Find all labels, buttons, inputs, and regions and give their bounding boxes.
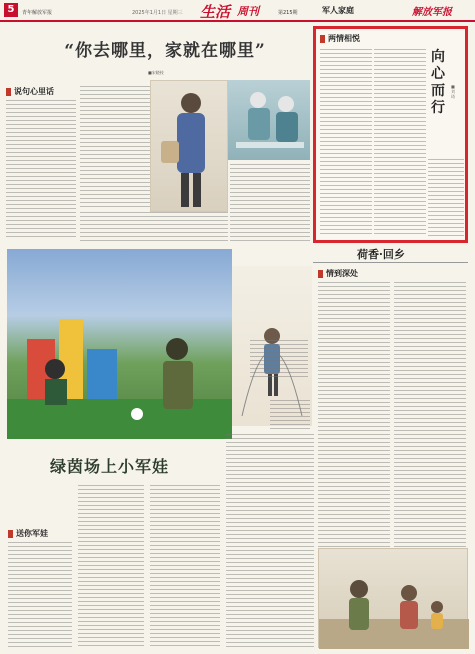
section-title: 生活	[200, 3, 231, 21]
body-text-block	[80, 212, 228, 242]
right-box-title: 向心而行	[431, 49, 445, 116]
memoir-section-tag	[318, 268, 358, 279]
right-box-author: ■刘琦	[451, 84, 455, 99]
body-text-block	[320, 49, 372, 237]
masthead-meta: 2025年1月1日 星期三	[132, 10, 183, 16]
body-text-block	[394, 282, 466, 582]
body-text-block	[428, 159, 464, 237]
section-mark	[318, 270, 323, 278]
photo-title: 绿茵场上小军娃	[50, 457, 170, 476]
body-text-block	[8, 542, 72, 648]
lower-section-tag	[8, 528, 48, 539]
section-tag-1	[6, 86, 54, 97]
top-byline: ■宋晓枝	[148, 70, 164, 75]
top-headline: “你去哪里，家就在哪里”	[64, 41, 266, 61]
body-text-block	[230, 164, 310, 242]
issue-info: 第215期	[278, 10, 298, 16]
surgery-svg	[228, 80, 310, 160]
paper-name: 青年解放军报	[22, 10, 53, 16]
poem-rule	[313, 262, 468, 263]
masthead	[0, 0, 475, 22]
body-text-block	[374, 49, 426, 237]
family-caption	[250, 340, 308, 380]
poem-title: 荷香·回乡	[357, 248, 405, 261]
brand-logo: 解放军报	[412, 7, 452, 18]
right-box-tag	[320, 33, 360, 44]
top-illustration	[150, 80, 228, 212]
photo-caption-text	[270, 400, 310, 430]
page-number: 5	[4, 3, 18, 17]
bottom-illustration	[318, 548, 468, 648]
section-mark	[6, 88, 11, 96]
bottom-svg	[319, 549, 469, 649]
body-text-block	[318, 282, 390, 582]
right-box-tag-label: 两情相悦	[328, 33, 360, 43]
body-text-block	[6, 100, 76, 240]
body-text-block	[78, 485, 144, 648]
section-mark	[8, 530, 13, 538]
section-mark	[320, 35, 325, 43]
body-text-block	[150, 485, 220, 648]
column-label: 军人家庭	[322, 6, 354, 15]
lower-section-label: 送你军娃	[16, 528, 48, 538]
memoir-label: 情到深处	[326, 268, 358, 278]
main-photo	[7, 249, 232, 439]
section-subtitle: 周刊	[237, 5, 259, 18]
body-text-block	[226, 434, 314, 648]
surgery-illustration	[228, 80, 310, 160]
section-label: 说句心里话	[14, 86, 54, 96]
photo-svg	[7, 249, 232, 439]
right-feature-box	[313, 26, 468, 243]
illustration-svg	[151, 81, 229, 213]
body-text-block	[80, 86, 150, 210]
